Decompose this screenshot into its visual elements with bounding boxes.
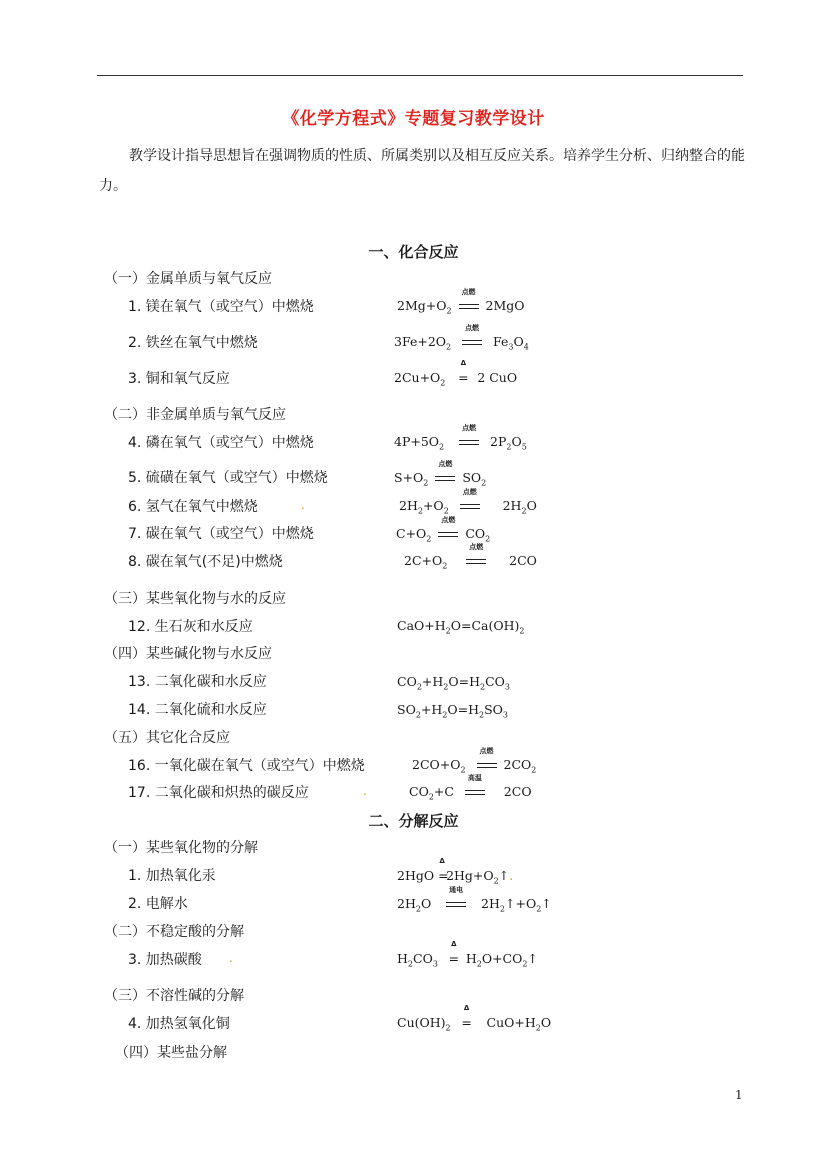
reaction-label: 2. 铁丝在氧气中燃烧: [128, 335, 258, 351]
stray-mark: .: [301, 498, 305, 512]
group-heading: （五）其它化合反应: [104, 730, 230, 746]
condition-label: 通电: [449, 886, 464, 894]
reaction-label: 6. 氢气在氧气中燃烧: [128, 499, 258, 515]
equation: $CaO+H_2O=Ca(OH)_2$: [397, 618, 525, 636]
reaction-label: 13. 二氧化碳和水反应: [128, 674, 267, 690]
equation: $2CO+O_2$ 点燃 $2CO_2$: [412, 747, 537, 775]
page-number: 1: [735, 1088, 743, 1102]
intro-paragraph: 教学设计指导思想旨在强调物质的性质、所属类别以及相互反应关系。培养学生分析、归纳整合的能力。: [99, 148, 745, 194]
condition-label: Δ: [460, 359, 467, 367]
equation: $3Fe+2O_2$ 点燃 $Fe_3O_4$: [394, 324, 529, 352]
condition-label: 点燃: [441, 516, 456, 524]
equation: $SO_2+H_2O=H_2SO_3$: [397, 702, 508, 720]
group-heading: （四）某些碱化物与水反应: [104, 646, 272, 662]
condition-label: 高温: [467, 774, 482, 782]
reaction-label: 8. 碳在氧气(不足)中燃烧: [128, 554, 283, 570]
condition-label: Δ: [439, 857, 445, 865]
equation: $2C+O_2$ 点燃 2CO: [404, 543, 537, 571]
condition-label: Δ: [463, 1004, 470, 1012]
reaction-label: 2. 电解水: [128, 896, 188, 912]
group-heading: （一）某些氧化物的分解: [104, 840, 258, 856]
equation: $2Cu+O_2$ Δ = 2 CuO: [394, 359, 518, 388]
equation: $S+O_2$ 点燃 $SO_2$: [394, 460, 487, 488]
condition-label: Δ: [451, 940, 457, 948]
reaction-label: 14. 二氧化硫和水反应: [128, 702, 267, 718]
group-heading: （三）某些氧化物与水的反应: [104, 591, 286, 607]
document-title: 《化学方程式》专题复习教学设计: [282, 109, 545, 129]
condition-label: 点燃: [465, 324, 480, 332]
equation: $2H_2+O_2$ 点燃 $2H_2O$: [399, 488, 537, 516]
group-heading: （二）非金属单质与氧气反应: [104, 407, 286, 423]
section-heading-decomposition: 二、分解反应: [368, 812, 459, 830]
reaction-label: 4. 加热氢氧化铜: [128, 1016, 230, 1032]
reaction-label: 4. 磷在氧气（或空气）中燃烧: [128, 435, 314, 451]
condition-label: 点燃: [462, 488, 477, 496]
stray-mark: .: [229, 951, 233, 965]
reaction-label: 3. 加热碳酸: [128, 952, 202, 968]
condition-label: 点燃: [469, 543, 484, 551]
condition-label: 点燃: [462, 424, 477, 432]
reaction-label: 17. 二氧化碳和炽热的碳反应: [128, 785, 309, 801]
reaction-label: 3. 铜和氧气反应: [128, 371, 230, 387]
equation: $4P+5O_2$ 点燃 $2P_2O_5$: [394, 424, 527, 452]
reaction-label: 7. 碳在氧气（或空气）中燃烧: [128, 526, 314, 542]
reaction-label: 5. 硫磺在氧气（或空气）中燃烧: [128, 470, 328, 486]
section-heading-combination: 一、化合反应: [368, 243, 459, 261]
reaction-label: 12. 生石灰和水反应: [128, 619, 253, 635]
condition-label: 点燃: [461, 288, 476, 296]
condition-label: 点燃: [438, 460, 453, 468]
stray-mark: .: [363, 784, 367, 798]
equation: $CO_2+H_2O=H_2CO_3$: [397, 674, 510, 692]
reaction-label: 1. 加热氧化汞: [128, 868, 216, 884]
condition-label: 点燃: [479, 747, 494, 755]
equation: $2H_2O$ 通电 $2H_2↑+O_2↑$: [397, 886, 552, 914]
group-heading: （三）不溶性碱的分解: [104, 988, 244, 1004]
reaction-label: 16. 一氧化碳在氧气（或空气）中燃烧: [128, 758, 365, 774]
equation: $2Mg+O_2$ 点燃 2MgO: [397, 288, 525, 316]
equation: $H_2CO_3$ Δ = $H_2O+CO_2↑$: [397, 940, 538, 969]
group-heading: （一）金属单质与氧气反应: [104, 271, 272, 287]
header-rule: [97, 75, 743, 76]
equation: $C+O_2$ 点燃 $CO_2$: [396, 516, 491, 544]
equation: $CO_2+C$ 高温 2CO: [409, 774, 532, 802]
reaction-label: 1. 镁在氧气（或空气）中燃烧: [128, 299, 314, 315]
group-heading: （四）某些盐分解: [115, 1045, 227, 1061]
group-heading: （二）不稳定酸的分解: [104, 924, 244, 940]
equation: 2HgO Δ $=2Hg+O_2↑$.: [397, 857, 514, 886]
equation: $Cu(OH)_2$ Δ = $CuO+H_2O$: [397, 1004, 552, 1033]
